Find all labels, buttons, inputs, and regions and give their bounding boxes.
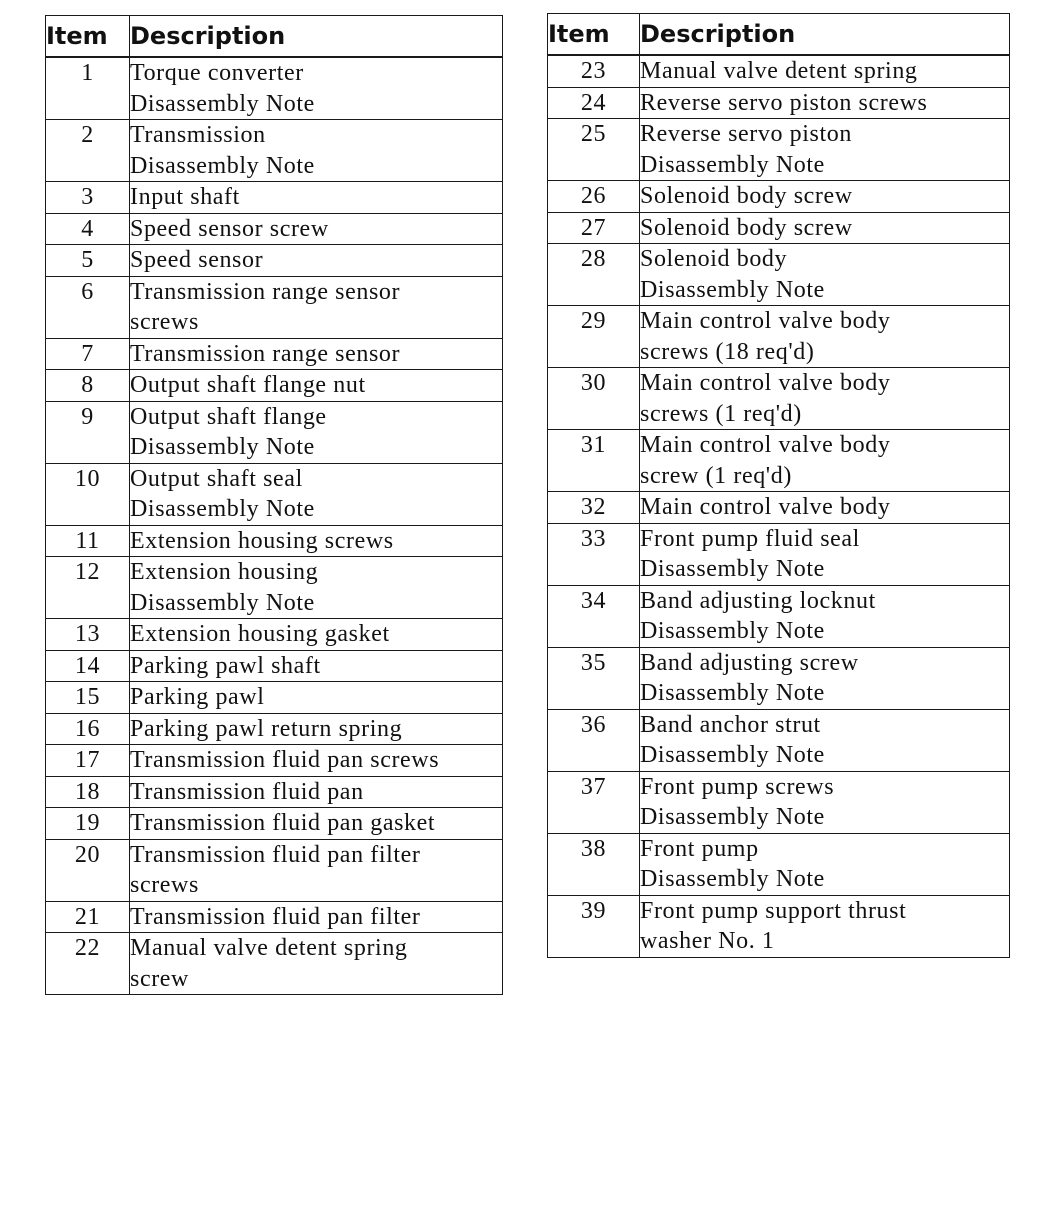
item-column-header: Item <box>548 14 640 56</box>
parts-table-right <box>547 13 1010 958</box>
item-number: 4 <box>46 213 130 245</box>
item-description: Transmission fluid pan filter <box>130 901 503 933</box>
item-number: 14 <box>46 650 130 682</box>
item-description: Front pump screws Disassembly Note <box>640 771 1010 833</box>
item-description: Main control valve body screws (18 req'd) <box>640 306 1010 368</box>
table-row <box>46 276 503 338</box>
table-row <box>46 463 503 525</box>
table-row <box>548 212 1010 244</box>
description-column-header: Description <box>130 16 503 58</box>
item-description: Output shaft flange nut <box>130 370 503 402</box>
item-number: 30 <box>548 368 640 430</box>
table-row <box>46 619 503 651</box>
item-description: Transmission fluid pan filter screws <box>130 839 503 901</box>
table-row <box>46 245 503 277</box>
item-description: Band adjusting locknut Disassembly Note <box>640 585 1010 647</box>
item-number: 10 <box>46 463 130 525</box>
table-row <box>548 244 1010 306</box>
item-number: 33 <box>548 523 640 585</box>
item-number: 18 <box>46 776 130 808</box>
item-description: Transmission range sensor screws <box>130 276 503 338</box>
table-row <box>46 745 503 777</box>
item-number: 2 <box>46 120 130 182</box>
item-description: Front pump support thrust washer No. 1 <box>640 895 1010 957</box>
table-row <box>548 119 1010 181</box>
item-number: 8 <box>46 370 130 402</box>
item-description: Reverse servo piston Disassembly Note <box>640 119 1010 181</box>
item-number: 11 <box>46 525 130 557</box>
item-description: Transmission range sensor <box>130 338 503 370</box>
item-description: Main control valve body <box>640 492 1010 524</box>
item-number: 26 <box>548 181 640 213</box>
table-row <box>548 492 1010 524</box>
item-number: 29 <box>548 306 640 368</box>
item-number: 24 <box>548 87 640 119</box>
table-row <box>46 933 503 995</box>
item-number: 35 <box>548 647 640 709</box>
table-row <box>46 839 503 901</box>
item-number: 34 <box>548 585 640 647</box>
table-row <box>46 57 503 120</box>
item-number: 15 <box>46 682 130 714</box>
item-description: Solenoid body screw <box>640 181 1010 213</box>
table-row <box>46 213 503 245</box>
item-description: Parking pawl shaft <box>130 650 503 682</box>
table-row <box>548 368 1010 430</box>
item-number: 37 <box>548 771 640 833</box>
table-row <box>548 895 1010 957</box>
item-number: 13 <box>46 619 130 651</box>
item-number: 20 <box>46 839 130 901</box>
item-description: Front pump Disassembly Note <box>640 833 1010 895</box>
item-number: 9 <box>46 401 130 463</box>
item-description: Manual valve detent spring <box>640 55 1010 87</box>
item-number: 36 <box>548 709 640 771</box>
item-number: 27 <box>548 212 640 244</box>
item-description: Reverse servo piston screws <box>640 87 1010 119</box>
table-row <box>548 306 1010 368</box>
item-number: 31 <box>548 430 640 492</box>
item-description: Input shaft <box>130 182 503 214</box>
item-number: 1 <box>46 57 130 120</box>
table-row <box>46 713 503 745</box>
item-number: 6 <box>46 276 130 338</box>
table-row <box>548 833 1010 895</box>
item-number: 38 <box>548 833 640 895</box>
table-header-row <box>548 14 1010 56</box>
item-description: Output shaft seal Disassembly Note <box>130 463 503 525</box>
table-row <box>548 647 1010 709</box>
item-description: Extension housing screws <box>130 525 503 557</box>
item-description: Transmission fluid pan screws <box>130 745 503 777</box>
item-number: 25 <box>548 119 640 181</box>
table-row <box>46 557 503 619</box>
item-description: Front pump fluid seal Disassembly Note <box>640 523 1010 585</box>
item-description: Band anchor strut Disassembly Note <box>640 709 1010 771</box>
table-row <box>46 182 503 214</box>
table-row <box>548 181 1010 213</box>
item-description: Extension housing gasket <box>130 619 503 651</box>
table-row <box>46 120 503 182</box>
table-row <box>548 585 1010 647</box>
item-description: Band adjusting screw Disassembly Note <box>640 647 1010 709</box>
item-description: Output shaft flange Disassembly Note <box>130 401 503 463</box>
item-number: 3 <box>46 182 130 214</box>
table-row <box>46 682 503 714</box>
item-number: 19 <box>46 808 130 840</box>
table-row <box>548 709 1010 771</box>
table-row <box>46 650 503 682</box>
description-column-header: Description <box>640 14 1010 56</box>
table-row <box>548 523 1010 585</box>
table-row <box>548 55 1010 87</box>
item-number: 5 <box>46 245 130 277</box>
item-description: Transmission fluid pan <box>130 776 503 808</box>
item-description: Torque converter Disassembly Note <box>130 57 503 120</box>
item-description: Parking pawl <box>130 682 503 714</box>
item-description: Parking pawl return spring <box>130 713 503 745</box>
item-number: 39 <box>548 895 640 957</box>
item-description: Solenoid body screw <box>640 212 1010 244</box>
item-number: 12 <box>46 557 130 619</box>
table-row <box>46 776 503 808</box>
table-row <box>548 430 1010 492</box>
table-row <box>46 338 503 370</box>
item-number: 22 <box>46 933 130 995</box>
item-description: Main control valve body screw (1 req'd) <box>640 430 1010 492</box>
item-description: Main control valve body screws (1 req'd) <box>640 368 1010 430</box>
table-row <box>46 401 503 463</box>
item-number: 17 <box>46 745 130 777</box>
parts-table-left <box>45 15 503 995</box>
item-number: 23 <box>548 55 640 87</box>
parts-table-left-body <box>46 57 503 995</box>
table-row <box>548 771 1010 833</box>
item-column-header: Item <box>46 16 130 58</box>
item-description: Speed sensor screw <box>130 213 503 245</box>
table-row <box>46 808 503 840</box>
item-description: Extension housing Disassembly Note <box>130 557 503 619</box>
table-row <box>548 87 1010 119</box>
item-number: 28 <box>548 244 640 306</box>
table-header-row <box>46 16 503 58</box>
item-number: 7 <box>46 338 130 370</box>
item-number: 21 <box>46 901 130 933</box>
item-description: Speed sensor <box>130 245 503 277</box>
item-description: Solenoid body Disassembly Note <box>640 244 1010 306</box>
item-number: 32 <box>548 492 640 524</box>
table-row <box>46 901 503 933</box>
table-row <box>46 525 503 557</box>
parts-table-right-body <box>548 55 1010 957</box>
item-description: Transmission Disassembly Note <box>130 120 503 182</box>
item-description: Transmission fluid pan gasket <box>130 808 503 840</box>
table-row <box>46 370 503 402</box>
item-number: 16 <box>46 713 130 745</box>
item-description: Manual valve detent spring screw <box>130 933 503 995</box>
